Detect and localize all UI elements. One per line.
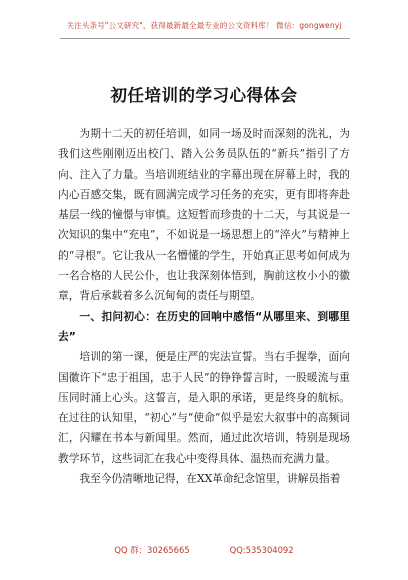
body-paragraph: 我至今仍清晰地记得，在XX革命纪念馆里，讲解员指着 (79, 472, 341, 486)
header-banner: 关注头条号"公文研究"，获得最新最全最专业的公文资料库！ 微信：gongwenyj (66, 21, 342, 30)
document-title: 初任培训的学习心得体会 (110, 86, 298, 105)
footer-qq-group: QQ 群：30265665 (114, 545, 190, 555)
footer-qq: QQ:535304092 (229, 545, 294, 555)
header-divider (60, 38, 350, 39)
body-paragraph: 培训的第一课，便是庄严的宪法宣誓。当右手握拳，面向国徽许下“忠于祖国，忠于人民”的铮铮誓言时，一股暖流与重压同时涌上心头。这誓言，是入职的承诺，更是终身的航标。在过往的认知里，“初心”与“使命”似乎是宏大叙事中的高频词汇，闪耀在书本与新闻里。然而，通过此次培训，特别是现场教学环节，这些词汇在我心中变得具体、温热而充满力量。 (58, 350, 350, 465)
section-heading: 一、扣问初心：在历史的回响中感悟“从哪里来、到哪里去” (58, 309, 350, 343)
document-body (58, 124, 350, 489)
footer-contact (0, 544, 408, 556)
body-paragraph: 为期十二天的初任培训，如同一场及时而深刻的洗礼，为我们这些刚刚迈出校门、踏入公务员队伍的“新兵”指引了方向、注入了力量。当培训班结业的字幕出现在屏幕上时，我的内心百感交集，既有圆满完成学习任务的充实，更有即将奔赴基层一线的憧憬与审慎。这短暂而珍贵的十二天，与其说是一次知识的集中“充电”，不如说是一场思想上的“淬火”与精神上的“寻根”。它让我从一名懵懂的学生，开始真正思考如何成为一名合格的人民公仆，也让我深刻体悟到，胸前这枚小小的徽章，背后承载着多么沉甸甸的责任与期望。 (58, 127, 350, 303)
